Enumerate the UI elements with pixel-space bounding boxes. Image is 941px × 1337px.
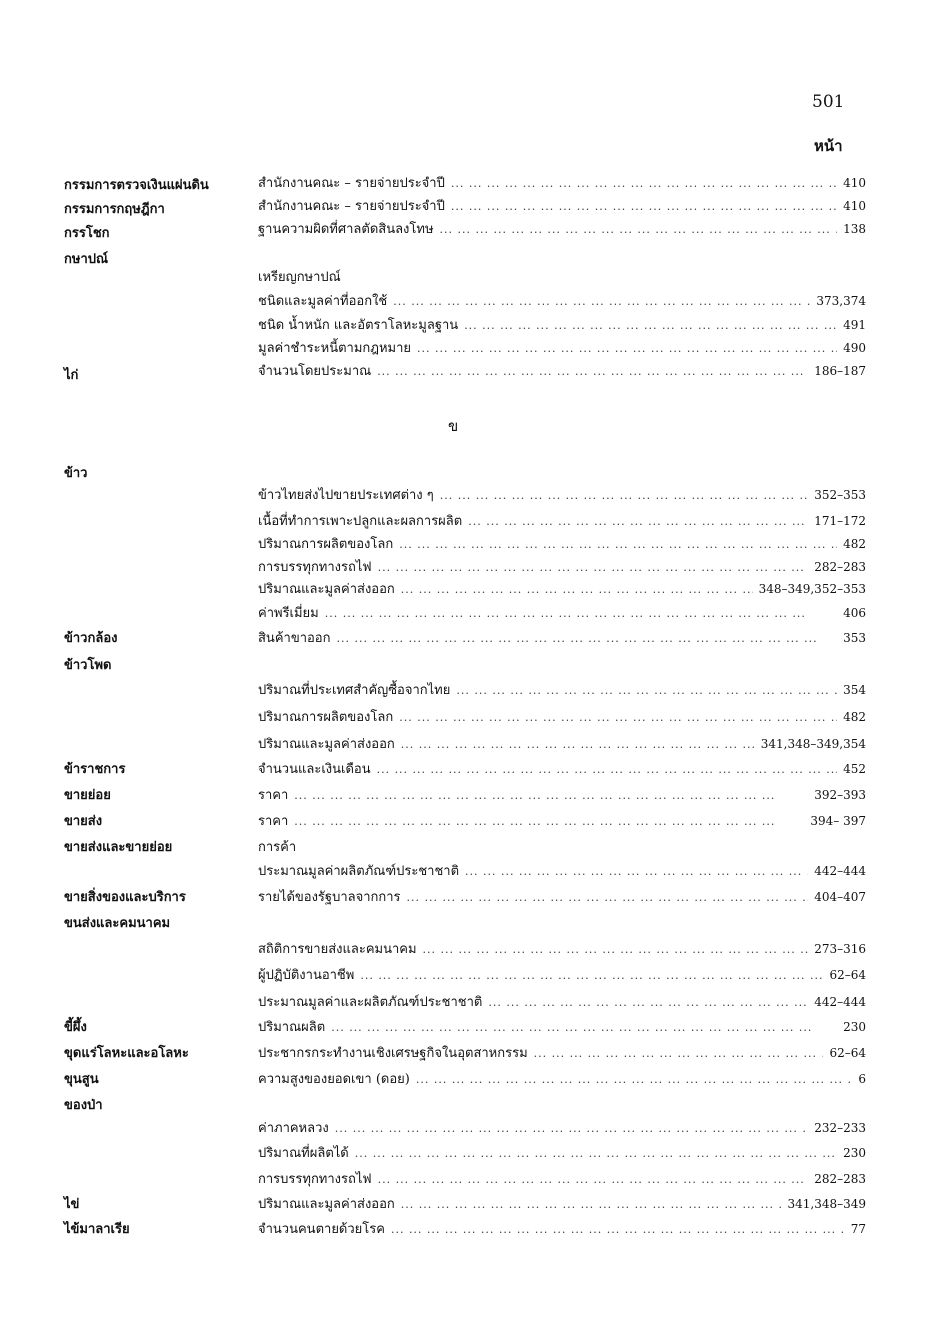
index-subentry <box>258 1117 866 1138</box>
subentry-label: ปริมาณและมูลค่าส่งออก <box>258 582 395 597</box>
subentry-page: 62–64 <box>829 1046 866 1060</box>
subentry-page: 410 <box>843 199 866 213</box>
subentry-page: 452 <box>843 762 866 776</box>
index-subentry <box>258 602 866 623</box>
index-subentry <box>258 706 866 727</box>
subentry-page: 341,348–349,354 <box>760 737 866 751</box>
dot-leader <box>465 865 808 878</box>
index-subentry <box>258 1218 866 1239</box>
dot-leader <box>401 738 755 751</box>
index-subentry <box>258 314 866 335</box>
index-subheading: การค้า <box>258 840 297 855</box>
index-subentry <box>258 337 866 358</box>
index-subentry <box>258 886 866 907</box>
index-term: ข้าวกล้อง <box>64 631 118 646</box>
subentry-page: 442–444 <box>814 995 866 1009</box>
index-term: ไข่ <box>64 1197 80 1212</box>
dot-leader <box>399 538 837 551</box>
index-term: ขายสิ่งของและบริการ <box>64 890 186 905</box>
index-subentry <box>258 1016 866 1037</box>
subentry-page: 6 <box>858 1072 866 1086</box>
index-term: กษาปณ์ <box>64 252 109 267</box>
index-term: ขี้ผึ้ง <box>64 1020 87 1035</box>
subentry-label: ประมาณมูลค่าและผลิตภัณฑ์ประชาชาติ <box>258 995 483 1010</box>
subentry-label: ราคา <box>258 814 289 829</box>
dot-leader <box>407 891 809 904</box>
index-term: ข้าวโพด <box>64 658 112 673</box>
dot-leader <box>335 1122 808 1135</box>
index-term: ขุดแร่โลหะและอโลหะ <box>64 1046 189 1061</box>
index-term: ไข้มาลาเรีย <box>64 1222 130 1237</box>
subentry-page: 62–64 <box>829 968 866 982</box>
index-subentry <box>258 860 866 881</box>
subentry-page: 394– 397 <box>810 814 866 828</box>
subentry-page: 392–393 <box>814 788 866 802</box>
subentry-label: ชนิดและมูลค่าที่ออกใช้ <box>258 294 388 309</box>
dot-leader <box>393 295 810 308</box>
index-subentry <box>258 1068 866 1089</box>
subentry-label: ข้าวไทยส่งไปขายประเทศต่าง ๆ <box>258 488 434 503</box>
subentry-label: ปริมาณการผลิตของโลก <box>258 537 394 552</box>
dot-leader <box>468 515 808 528</box>
section-letter: ข <box>448 417 459 435</box>
subentry-label: มูลค่าชำระหนี้ตามกฎหมาย <box>258 341 412 356</box>
index-subentry <box>258 1193 866 1214</box>
subentry-page: 341,348–349 <box>787 1197 866 1211</box>
page-column-label: หน้า <box>814 137 843 155</box>
subentry-label: ปริมาณที่ประเทศสำคัญซื้อจากไทย <box>258 683 451 698</box>
subentry-label: ประชากรกระทำงานเชิงเศรษฐกิจในอุตสาหกรรม <box>258 1046 528 1061</box>
subentry-page: 282–283 <box>814 1172 866 1186</box>
subentry-label: ปริมาณและมูลค่าส่งออก <box>258 1197 395 1212</box>
subentry-page: 482 <box>843 710 866 724</box>
subentry-label: ความสูงของยอดเขา (ดอย) <box>258 1072 410 1087</box>
subentry-page: 442–444 <box>814 864 866 878</box>
subentry-label: สำนักงานคณะ – รายจ่ายประจำปี <box>258 176 445 191</box>
subentry-page: 404–407 <box>814 890 866 904</box>
dot-leader <box>399 711 837 724</box>
index-subentry <box>258 510 866 531</box>
index-subentry <box>258 964 866 985</box>
dot-leader <box>423 943 809 956</box>
index-subentry <box>258 810 866 831</box>
subentry-page: 491 <box>843 318 866 332</box>
subentry-label: จำนวนและเงินเดือน <box>258 762 371 777</box>
index-subentry <box>258 1168 866 1189</box>
dot-leader <box>337 632 838 645</box>
subentry-page: 232–233 <box>814 1121 866 1135</box>
dot-leader <box>416 1073 853 1086</box>
dot-leader <box>355 1147 837 1160</box>
index-term: ข้าราชการ <box>64 762 126 777</box>
index-term: ขายส่ง <box>64 814 103 829</box>
index-subentry <box>258 290 866 311</box>
index-subentry <box>258 733 866 754</box>
subentry-label: สถิติการขายส่งและคมนาคม <box>258 942 417 957</box>
subentry-label: ค่าภาคหลวง <box>258 1121 329 1136</box>
index-subentry <box>258 218 866 239</box>
index-subentry <box>258 758 866 779</box>
subentry-page: 282–283 <box>814 560 866 574</box>
page-number: 501 <box>812 92 845 112</box>
index-subentry <box>258 578 866 599</box>
index-subentry <box>258 784 866 805</box>
subentry-page: 77 <box>850 1222 866 1236</box>
index-term: ขายส่งและขายย่อย <box>64 840 173 855</box>
subentry-label: เนื้อที่ทำการเพาะปลูกและผลการผลิต <box>258 514 463 529</box>
subentry-page: 354 <box>843 683 866 697</box>
subentry-label: จำนวนคนตายด้วยโรค <box>258 1222 385 1237</box>
subentry-page: 410 <box>843 176 866 190</box>
index-term: ขนส่งและคมนาคม <box>64 916 171 931</box>
index-term: ข้าว <box>64 466 88 481</box>
subentry-label: จำนวนโดยประมาณ <box>258 364 372 379</box>
index-subentry <box>258 1042 866 1063</box>
subentry-label: การบรรทุกทางรถไฟ <box>258 1172 372 1187</box>
dot-leader <box>377 763 838 776</box>
dot-leader <box>378 561 809 574</box>
subentry-label: ปริมาณผลิต <box>258 1020 326 1035</box>
subentry-page: 138 <box>843 222 866 236</box>
dot-leader <box>401 583 753 596</box>
subentry-page: 373,374 <box>816 294 866 308</box>
subentry-page: 230 <box>843 1020 866 1034</box>
dot-leader <box>464 319 837 332</box>
subentry-label: ฐานความผิดที่ศาลตัดสินลงโทษ <box>258 222 434 237</box>
dot-leader <box>417 342 837 355</box>
dot-leader <box>440 489 808 502</box>
dot-leader <box>440 223 838 236</box>
subentry-label: ค่าพรีเมี่ยม <box>258 606 319 621</box>
subentry-label: สำนักงานคณะ – รายจ่ายประจำปี <box>258 199 445 214</box>
dot-leader <box>488 996 808 1009</box>
subentry-page: 186–187 <box>814 364 866 378</box>
subentry-label: การบรรทุกทางรถไฟ <box>258 560 372 575</box>
dot-leader <box>294 789 808 802</box>
dot-leader <box>378 1173 809 1186</box>
subentry-label: ปริมาณที่ผลิตได้ <box>258 1146 349 1161</box>
dot-leader <box>325 607 837 620</box>
index-subentry <box>258 172 866 193</box>
dot-leader <box>360 969 823 982</box>
subentry-label: ปริมาณการผลิตของโลก <box>258 710 394 725</box>
dot-leader <box>377 365 808 378</box>
subentry-label: ชนิด น้ำหนัก และอัตราโลหะมูลฐาน <box>258 318 459 333</box>
index-term: กรรโชก <box>64 226 110 241</box>
index-subentry <box>258 360 866 381</box>
index-subentry <box>258 679 866 700</box>
subentry-page: 353 <box>843 631 866 645</box>
index-subentry <box>258 533 866 554</box>
subentry-page: 406 <box>843 606 866 620</box>
subentry-page: 273–316 <box>814 942 866 956</box>
dot-leader <box>534 1047 824 1060</box>
index-term: ของป่า <box>64 1098 103 1113</box>
subentry-page: 352–353 <box>814 488 866 502</box>
dot-leader <box>331 1021 837 1034</box>
index-term: กรรมการตรวจเงินแผ่นดิน <box>64 178 209 193</box>
index-subentry <box>258 627 866 648</box>
subentry-label: ปริมาณและมูลค่าส่งออก <box>258 737 395 752</box>
index-subentry <box>258 938 866 959</box>
index-subentry <box>258 991 866 1012</box>
subentry-label: ราคา <box>258 788 289 803</box>
subentry-page: 348–349,352–353 <box>758 582 866 596</box>
index-subentry <box>258 1142 866 1163</box>
dot-leader <box>451 200 837 213</box>
subentry-page: 230 <box>843 1146 866 1160</box>
index-term: ขุนสูน <box>64 1072 99 1087</box>
dot-leader <box>391 1223 845 1236</box>
subentry-label: ผู้ปฏิบัติงานอาชีพ <box>258 968 355 983</box>
dot-leader <box>294 815 804 828</box>
index-term: กรรมการกฤษฎีกา <box>64 202 165 217</box>
subentry-page: 171–172 <box>814 514 866 528</box>
subentry-label: สินค้าขาออก <box>258 631 331 646</box>
index-term: ไก่ <box>64 368 79 383</box>
dot-leader <box>456 684 837 697</box>
subentry-label: ประมาณมูลค่าผลิตภัณฑ์ประชาชาติ <box>258 864 460 879</box>
index-subentry <box>258 556 866 577</box>
index-term: ขายย่อย <box>64 788 111 803</box>
index-subheading: เหรียญกษาปณ์ <box>258 270 341 285</box>
subentry-label: รายได้ของรัฐบาลจากการ <box>258 890 401 905</box>
dot-leader <box>401 1198 782 1211</box>
dot-leader <box>451 177 837 190</box>
index-subentry <box>258 195 866 216</box>
subentry-page: 490 <box>843 341 866 355</box>
index-subentry <box>258 484 866 505</box>
subentry-page: 482 <box>843 537 866 551</box>
